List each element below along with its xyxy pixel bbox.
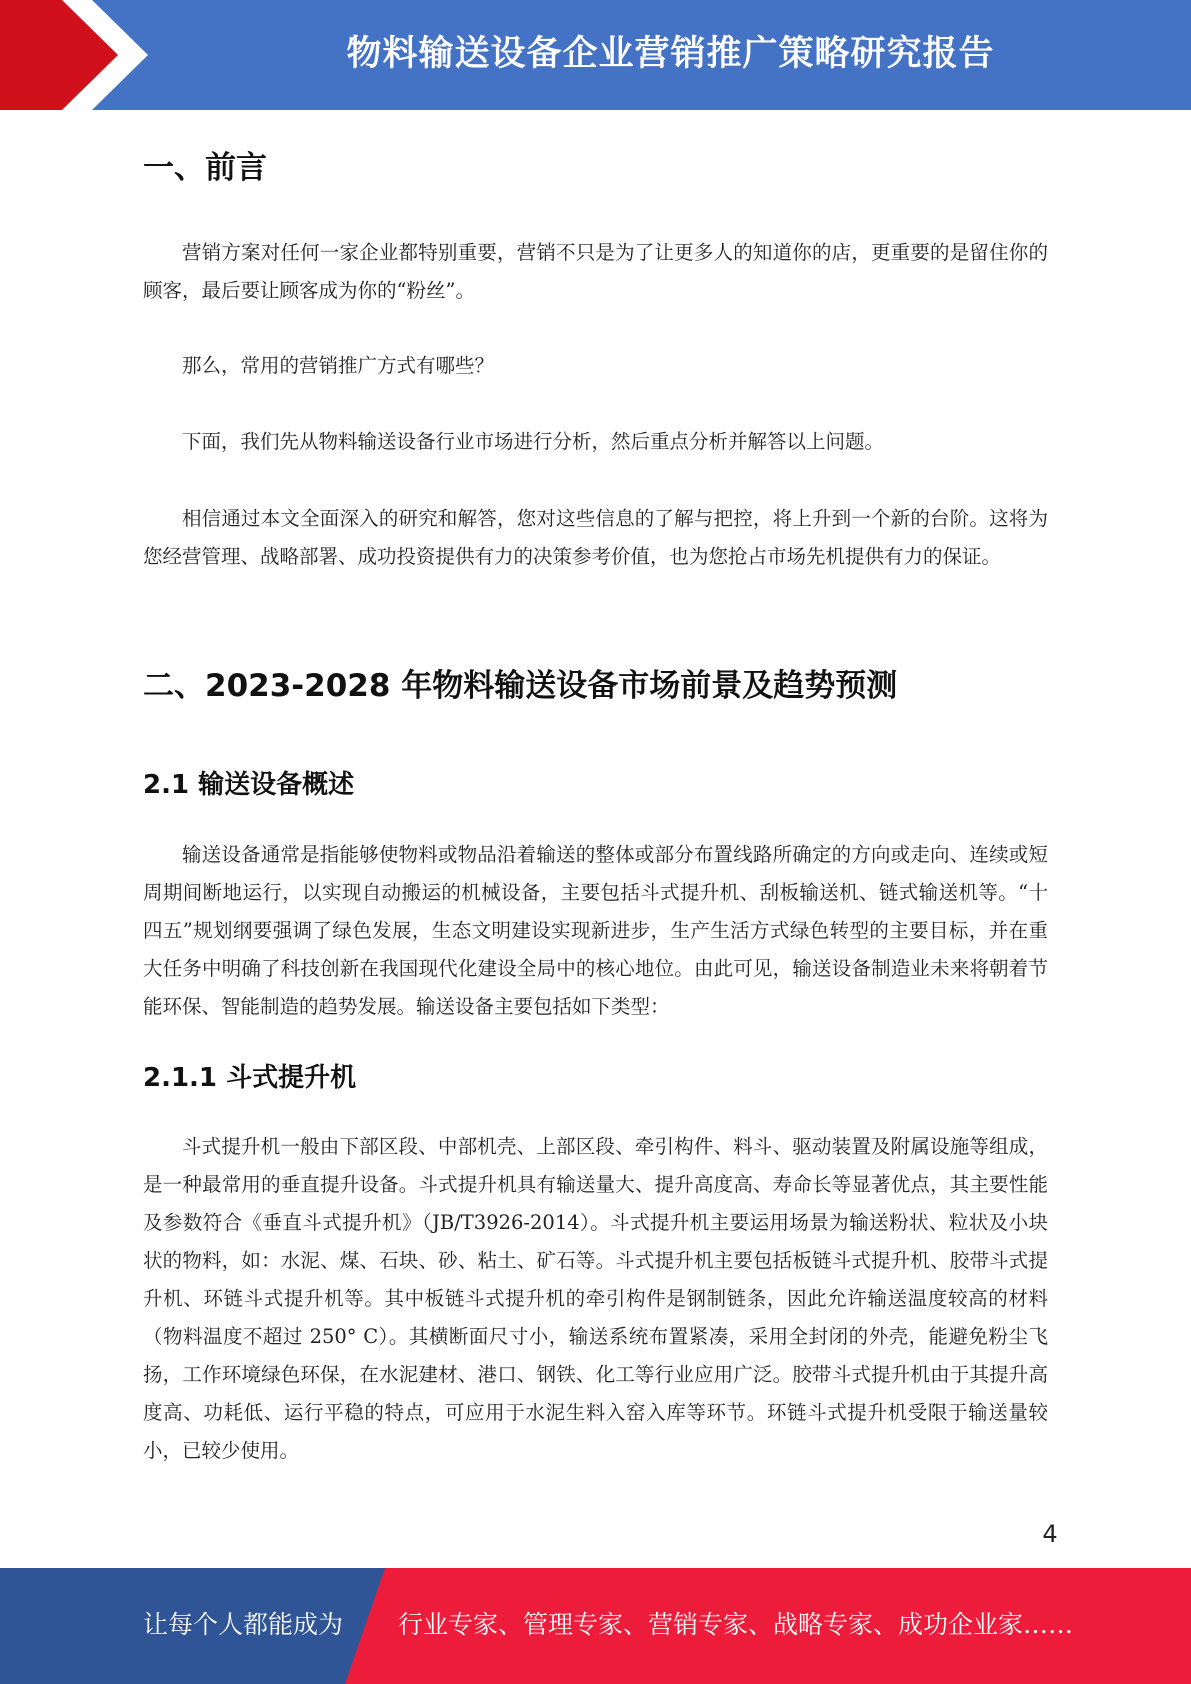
paragraph: 输送设备通常是指能够使物料或物品沿着输送的整体或部分布置线路所确定的方向或走向、连续或短周期间断地运行，以实现自动搬运的机械设备，主要包括斗式提升机、刮板输送机、链式输送机等。“十四五”规划纲要强调了绿色发展，生态文明建设实现新进步，生产生活方式绿色转型的主要目标，并在重大任务中明确了科技创新在我国现代化建设全局中的核心地位。由此可见，输送设备制造业未来将朝着节能环保、智能制造的趋势发展。输送设备主要包括如下类型： [143,843,1048,1018]
footer-slogan-left: 让每个人都能成为 [143,1610,344,1639]
report-title: 物料输送设备企业营销推广策略研究报告 [346,34,995,74]
page-header-band [0,0,1191,110]
section-heading-forecast: 二、2023-2028 年物料输送设备市场前景及趋势预测 [143,668,898,704]
paragraph: 下面，我们先从物料输送设备行业市场进行分析，然后重点分析并解答以上问题。 [182,430,885,453]
section-heading-preface: 一、前言 [143,150,267,186]
paragraph: 那么，常用的营销推广方式有哪些？ [182,354,495,377]
paragraph: 营销方案对任何一家企业都特别重要，营销不只是为了让更多人的知道你的店，更重要的是留住你的顾客，最后要让顾客成为你的“粉丝”。 [143,241,1048,302]
paragraph: 相信通过本文全面深入的研究和解答，您对这些信息的了解与把控，将上升到一个新的台阶。这将为您经营管理、战略部署、成功投资提供有力的决策参考价值，也为您抢占市场先机提供有力的保证。 [143,507,1048,568]
paragraph: 斗式提升机一般由下部区段、中部机壳、上部区段、牵引构件、料斗、驱动装置及附属设施等组成，是一种最常用的垂直提升设备。斗式提升机具有输送量大、提升高度高、寿命长等显著优点，其主要性能及参数符合《垂直斗式提升机》（JB/T3926-2014）。斗式提升机主要运用场景为输送粉状、粒状及小块状的物料，如：水泥、煤、石块、砂、粘土、矿石等。斗式提升机主要包括板链斗式提升机、胶带斗式提升机、环链斗式提升机等。其中板链斗式提升机的牵引构件是钢制链条，因此允许输送温度较高的材料（物料温度不超过 250° C）。其横断面尺寸小，输送系统布置紧凑，采用全封闭的外壳，能避免粉尘飞扬，工作环境绿色环保，在水泥建材、港口、钢铁、化工等行业应用广泛。胶带斗式提升机由于其提升高度高、功耗低、运行平稳的特点，可应用于水泥生料入窑入库等环节。环链斗式提升机受限于输送量较小，已较少使用。 [143,1135,1048,1462]
page-footer-band [0,1568,1191,1684]
page-number: 4 [1042,1520,1058,1548]
footer-slogan-right: 行业专家、管理专家、营销专家、战略专家、成功企业家…… [398,1610,1074,1639]
subsection-heading-overview: 2.1 输送设备概述 [143,770,355,800]
red-arrow-icon [0,0,160,110]
subsection-heading-bucket-elevator: 2.1.1 斗式提升机 [143,1063,357,1093]
